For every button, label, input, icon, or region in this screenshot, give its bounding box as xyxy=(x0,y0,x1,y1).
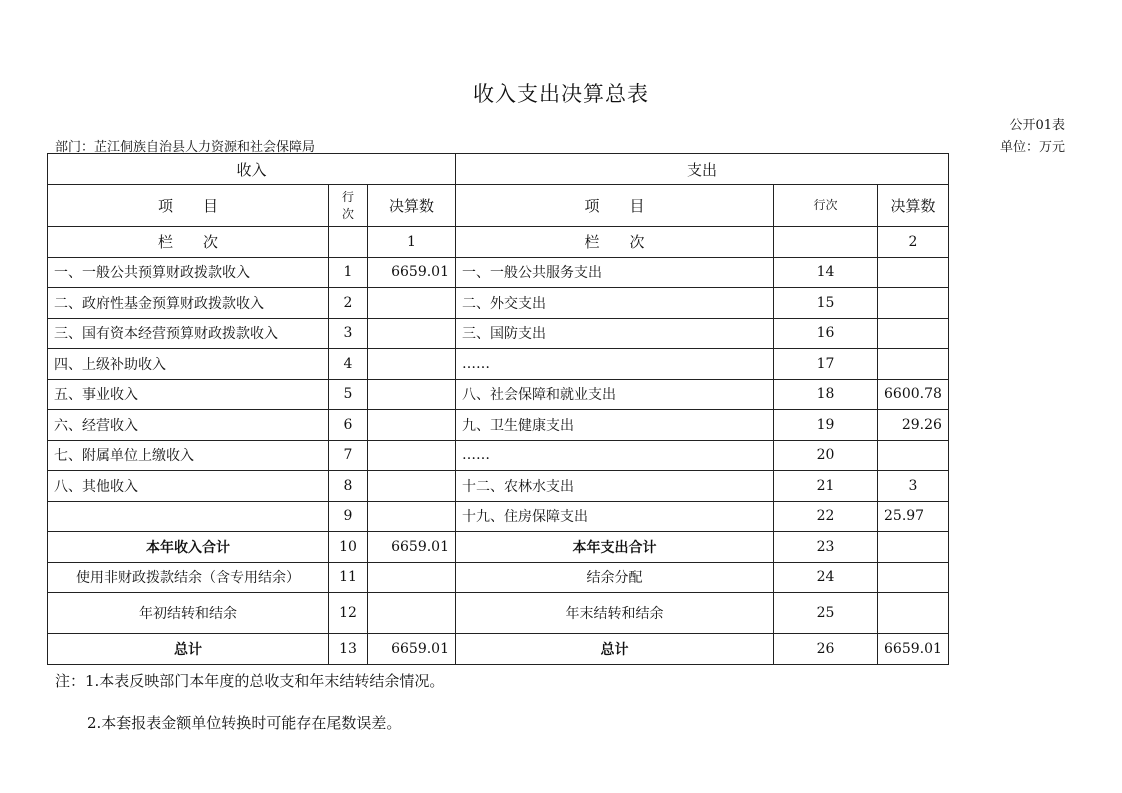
expense-column-empty xyxy=(774,227,878,258)
section-header-row xyxy=(48,154,949,185)
income-item: 八、其他收入 xyxy=(48,471,329,502)
income-amount xyxy=(368,349,456,380)
income-row-no: 8 xyxy=(329,471,368,502)
table-row xyxy=(48,410,949,441)
unit-label: 单位：万元 xyxy=(999,140,1065,155)
income-total-label: 总计 xyxy=(48,634,329,665)
income-amount xyxy=(368,440,456,471)
expense-total-amount: 6659.01 xyxy=(878,634,949,665)
row-no-header-text: 行次 xyxy=(341,189,354,221)
expense-column-number: 2 xyxy=(878,227,949,258)
column-header-row xyxy=(48,185,949,227)
table-row xyxy=(48,562,949,593)
expense-row-no: 23 xyxy=(774,532,878,563)
income-item: 五、事业收入 xyxy=(48,379,329,410)
income-amount xyxy=(368,318,456,349)
expense-amount: 3 xyxy=(878,471,949,502)
expense-amount xyxy=(878,257,949,288)
form-number: 公开01表 xyxy=(1009,118,1065,133)
expense-item: …… xyxy=(456,349,774,380)
expense-amount: 6600.78 xyxy=(878,379,949,410)
income-row-no: 12 xyxy=(329,593,368,634)
expense-subtotal-label: 本年支出合计 xyxy=(456,532,774,563)
total-row xyxy=(48,634,949,665)
expense-column-label: 栏 次 xyxy=(456,227,774,258)
income-item-header: 项 目 xyxy=(48,185,329,227)
income-amount xyxy=(368,288,456,319)
expense-row-no: 20 xyxy=(774,440,878,471)
expense-item: 九、卫生健康支出 xyxy=(456,410,774,441)
income-section-header: 收入 xyxy=(48,154,456,185)
expense-row-no: 16 xyxy=(774,318,878,349)
income-row-no: 1 xyxy=(329,257,368,288)
expense-row-no: 21 xyxy=(774,471,878,502)
subtotal-row xyxy=(48,532,949,563)
income-item: 六、经营收入 xyxy=(48,410,329,441)
expense-row-no: 26 xyxy=(774,634,878,665)
note-1: 注：1.本表反映部门本年度的总收支和年末结转结余情况。 xyxy=(55,672,445,690)
expense-amount xyxy=(878,562,949,593)
income-amount xyxy=(368,379,456,410)
page-title: 收入支出决算总表 xyxy=(473,82,649,106)
income-row-no: 10 xyxy=(329,532,368,563)
expense-amount xyxy=(878,288,949,319)
expense-amount xyxy=(878,349,949,380)
budget-summary-table xyxy=(47,153,949,665)
income-amount-header: 决算数 xyxy=(368,185,456,227)
expense-row-no: 15 xyxy=(774,288,878,319)
expense-total-label: 总计 xyxy=(456,634,774,665)
expense-item: 年末结转和结余 xyxy=(456,593,774,634)
expense-item: 一、一般公共服务支出 xyxy=(456,257,774,288)
income-amount: 6659.01 xyxy=(368,257,456,288)
expense-amount xyxy=(878,318,949,349)
income-amount xyxy=(368,593,456,634)
expense-item: 三、国防支出 xyxy=(456,318,774,349)
expense-row-no: 22 xyxy=(774,501,878,532)
table-row xyxy=(48,349,949,380)
income-amount xyxy=(368,471,456,502)
income-subtotal-label: 本年收入合计 xyxy=(48,532,329,563)
income-row-no: 6 xyxy=(329,410,368,441)
expense-row-no: 17 xyxy=(774,349,878,380)
income-column-label: 栏 次 xyxy=(48,227,329,258)
department-label: 部门：芷江侗族自治县人力资源和社会保障局 xyxy=(55,140,316,155)
income-item: 七、附属单位上缴收入 xyxy=(48,440,329,471)
expense-amount xyxy=(878,593,949,634)
expense-amount xyxy=(878,440,949,471)
expense-section-header: 支出 xyxy=(456,154,949,185)
table-row xyxy=(48,593,949,634)
expense-item: 八、社会保障和就业支出 xyxy=(456,379,774,410)
note-2: 2.本套报表金额单位转换时可能存在尾数误差。 xyxy=(87,714,402,732)
expense-item: 十九、住房保障支出 xyxy=(456,501,774,532)
table-row xyxy=(48,471,949,502)
table-row xyxy=(48,379,949,410)
income-item: 使用非财政拨款结余（含专用结余） xyxy=(48,562,329,593)
expense-item: 十二、农林水支出 xyxy=(456,471,774,502)
table-row xyxy=(48,440,949,471)
income-item: 年初结转和结余 xyxy=(48,593,329,634)
income-item: 三、国有资本经营预算财政拨款收入 xyxy=(48,318,329,349)
income-amount xyxy=(368,501,456,532)
income-row-no: 2 xyxy=(329,288,368,319)
income-row-no: 11 xyxy=(329,562,368,593)
income-amount xyxy=(368,562,456,593)
expense-row-no: 25 xyxy=(774,593,878,634)
income-row-no: 4 xyxy=(329,349,368,380)
expense-item: 结余分配 xyxy=(456,562,774,593)
income-subtotal-amount: 6659.01 xyxy=(368,532,456,563)
expense-amount: 25.97 xyxy=(878,501,949,532)
column-index-row xyxy=(48,227,949,258)
income-column-number: 1 xyxy=(368,227,456,258)
income-row-no: 7 xyxy=(329,440,368,471)
expense-item: 二、外交支出 xyxy=(456,288,774,319)
expense-row-no-header: 行次 xyxy=(774,185,878,227)
expense-item-header: 项 目 xyxy=(456,185,774,227)
table-row xyxy=(48,288,949,319)
expense-amount: 29.26 xyxy=(878,410,949,441)
income-total-amount: 6659.01 xyxy=(368,634,456,665)
income-row-no: 5 xyxy=(329,379,368,410)
table-row xyxy=(48,257,949,288)
income-row-no: 9 xyxy=(329,501,368,532)
income-row-no: 3 xyxy=(329,318,368,349)
table-row xyxy=(48,318,949,349)
table-row xyxy=(48,501,949,532)
expense-row-no: 19 xyxy=(774,410,878,441)
income-amount xyxy=(368,410,456,441)
expense-item: …… xyxy=(456,440,774,471)
income-row-no: 13 xyxy=(329,634,368,665)
expense-subtotal-amount xyxy=(878,532,949,563)
income-row-no-header xyxy=(329,185,368,227)
income-column-empty xyxy=(329,227,368,258)
income-item: 二、政府性基金预算财政拨款收入 xyxy=(48,288,329,319)
income-item: 一、一般公共预算财政拨款收入 xyxy=(48,257,329,288)
expense-row-no: 14 xyxy=(774,257,878,288)
expense-row-no: 18 xyxy=(774,379,878,410)
expense-amount-header: 决算数 xyxy=(878,185,949,227)
expense-row-no: 24 xyxy=(774,562,878,593)
income-item: 四、上级补助收入 xyxy=(48,349,329,380)
income-item xyxy=(48,501,329,532)
